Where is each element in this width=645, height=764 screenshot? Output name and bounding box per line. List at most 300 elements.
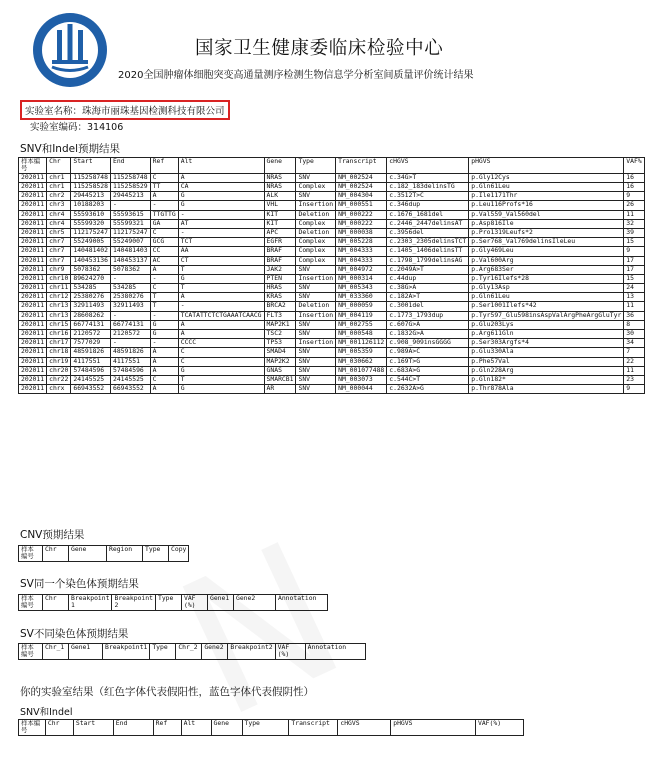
table-cell: 7 (624, 348, 644, 357)
table-cell: Complex (296, 256, 336, 265)
sv-same-col-header: Gene2 (233, 595, 275, 611)
table-cell: 39 (624, 228, 644, 237)
table-cell: 32911493 (110, 302, 150, 311)
table-cell: chr15 (47, 320, 71, 329)
table-cell: p.Leu116Profs*16 (469, 201, 624, 210)
table-cell: NM_000551 (336, 201, 387, 210)
table-cell: NM_000222 (336, 219, 387, 228)
table-cell: SNV (296, 173, 336, 182)
table-cell: c.908_909insGGGG (387, 339, 469, 348)
table-cell: EGFR (264, 238, 296, 247)
cnv-table (18, 545, 189, 562)
table-cell: NM_000548 (336, 330, 387, 339)
table-cell: A (150, 357, 178, 366)
table-cell: VHL (264, 201, 296, 210)
table-cell: 36 (624, 311, 644, 320)
table-cell: TCATATTCTCTGAAATCAACG (178, 311, 264, 320)
table-cell: SNV (296, 330, 336, 339)
table-cell: c.2049A>T (387, 265, 469, 274)
table-cell: c.1832G>A (387, 330, 469, 339)
table-cell: chr10 (47, 274, 71, 283)
sv-same-col-header: Type (155, 595, 181, 611)
table-cell: SNV (296, 357, 336, 366)
table-cell: c.3512T>C (387, 192, 469, 201)
table-cell: NM_001126112 (336, 339, 387, 348)
table-cell: KIT (264, 210, 296, 219)
table-cell: PTEN (264, 274, 296, 283)
table-cell: CC (150, 247, 178, 256)
sv-same-header-row (19, 595, 328, 611)
table-cell: 202011 (19, 311, 47, 320)
table-cell: 17 (624, 256, 644, 265)
table-cell: 9 (624, 192, 644, 201)
table-cell: 32911493 (71, 302, 111, 311)
table-cell: 22 (624, 357, 644, 366)
cnv-col-header: Gene (69, 546, 107, 562)
table-cell: Insertion (296, 201, 336, 210)
table-cell: c.346dup (387, 201, 469, 210)
table-cell: chr19 (47, 357, 71, 366)
table-cell: chr7 (47, 256, 71, 265)
table-row (19, 357, 645, 366)
table-cell: p.Tyr597_Glu598insAspValArgPheArgGluTyr (469, 311, 624, 320)
table-cell: 2120572 (110, 330, 150, 339)
table-cell: - (178, 228, 264, 237)
table-cell: 202011 (19, 256, 47, 265)
sv-diff-col-header: VAF (%) (275, 644, 305, 660)
table-cell: TP53 (264, 339, 296, 348)
table-cell: chr5 (47, 228, 71, 237)
table-cell: p.Arg611Gln (469, 330, 624, 339)
sv-diff-col-header: 样本编号 (19, 644, 43, 660)
snv-col-header: Start (71, 158, 111, 174)
table-cell: G (178, 385, 264, 394)
table-cell: CT (178, 256, 264, 265)
table-cell: NM_005228 (336, 238, 387, 247)
table-cell: c.1405_1406delinsTT (387, 247, 469, 256)
table-cell: 202011 (19, 302, 47, 311)
table-cell: Complex (296, 238, 336, 247)
table-row (19, 385, 645, 394)
sv-same-col-header: Chr (43, 595, 69, 611)
table-cell: - (110, 339, 150, 348)
table-cell: SNV (296, 265, 336, 274)
table-cell: c.44dup (387, 274, 469, 283)
snv-col-header: Type (296, 158, 336, 174)
table-cell: ALK (264, 192, 296, 201)
table-cell: p.Pro1319Leufs*2 (469, 228, 624, 237)
sv-diff-col-header: Breakpoint1 (103, 644, 150, 660)
table-cell: 8 (624, 320, 644, 329)
nccl-logo (30, 10, 110, 90)
sv-diff-col-header: Gene2 (202, 644, 228, 660)
table-cell: 25380276 (71, 293, 111, 302)
your-snv-col-header: End (113, 720, 153, 736)
table-cell: p.Tyr16Ilefs*28 (469, 274, 624, 283)
table-cell: c.989A>C (387, 348, 469, 357)
table-cell: 23 (624, 375, 644, 384)
table-cell: p.Ser768_Val769delinsIleLeu (469, 238, 624, 247)
table-cell: 202011 (19, 201, 47, 210)
table-cell: 202011 (19, 330, 47, 339)
page-subtitle: 2020全国肿瘤体细胞突变高通量测序检测生物信息学分析室间质量评价统计结果 (118, 70, 474, 81)
table-cell: - (178, 210, 264, 219)
table-cell: - (150, 339, 178, 348)
table-cell: A (178, 330, 264, 339)
table-cell: NM_033360 (336, 293, 387, 302)
table-cell: 115258748 (71, 173, 111, 182)
cnv-col-header: Region (107, 546, 143, 562)
table-cell: NM_003073 (336, 375, 387, 384)
table-cell: c.3956del (387, 228, 469, 237)
sv-same-col-header: Breakpoint 2 (112, 595, 155, 611)
your-results-title: 你的实验室结果（红色字体代表假阳性，蓝色字体代表假阴性） (20, 686, 314, 698)
table-cell: 202011 (19, 210, 47, 219)
table-cell: 202011 (19, 183, 47, 192)
table-cell: Insertion (296, 339, 336, 348)
table-cell: TT (150, 183, 178, 192)
table-cell: GNAS (264, 366, 296, 375)
cnv-col-header: Copy (169, 546, 189, 562)
table-cell: KRAS (264, 293, 296, 302)
table-cell: Deletion (296, 210, 336, 219)
table-cell: APC (264, 228, 296, 237)
table-cell: AC (150, 256, 178, 265)
table-cell: C (178, 348, 264, 357)
table-cell: 140481402 (71, 247, 111, 256)
lab-name: 实验室名称：珠海市丽珠基因检测科技有限公司 (20, 100, 230, 120)
table-cell: 11 (624, 210, 644, 219)
sv-diff-col-header: Breakpoint2 (228, 644, 275, 660)
table-cell: p.Val559_Val560del (469, 210, 624, 219)
table-cell: c.38G>A (387, 284, 469, 293)
table-cell: MAP2K2 (264, 357, 296, 366)
table-cell: Deletion (296, 302, 336, 311)
table-cell: NM_000044 (336, 385, 387, 394)
table-cell: chr11 (47, 284, 71, 293)
table-cell: NM_000314 (336, 274, 387, 283)
sv-same-col-header: Breakpoint 1 (69, 595, 112, 611)
table-cell: SNV (296, 385, 336, 394)
table-cell: p.Ser303Argfs*4 (469, 339, 624, 348)
table-cell: G (178, 201, 264, 210)
your-snv-col-header: Start (73, 720, 113, 736)
table-cell: p.Val600Arg (469, 256, 624, 265)
table-cell: 115258529 (110, 183, 150, 192)
table-cell: Complex (296, 219, 336, 228)
table-cell: p.Glu203Lys (469, 320, 624, 329)
table-cell: KIT (264, 219, 296, 228)
table-cell: 202011 (19, 339, 47, 348)
table-cell: 202011 (19, 238, 47, 247)
table-cell: 202011 (19, 357, 47, 366)
table-cell: c.34G>T (387, 173, 469, 182)
table-cell: 115258748 (110, 173, 150, 182)
table-cell: 202011 (19, 320, 47, 329)
table-cell: NM_004333 (336, 247, 387, 256)
table-cell: 5078362 (110, 265, 150, 274)
table-cell: 25380276 (110, 293, 150, 302)
table-cell: 115258528 (71, 183, 111, 192)
lab-code: 实验室编码：314106 (30, 122, 124, 133)
table-cell: T (150, 293, 178, 302)
snv-expected-table (18, 157, 645, 394)
table-cell: 48591826 (110, 348, 150, 357)
table-cell: TCT (178, 238, 264, 247)
table-cell: chr20 (47, 366, 71, 375)
table-cell: c.1798_1799delinsAG (387, 256, 469, 265)
table-cell: 66943552 (110, 385, 150, 394)
table-cell: 112175247 (110, 228, 150, 237)
sv-same-table (18, 594, 328, 611)
table-cell: BRCA2 (264, 302, 296, 311)
sv-diff-col-header: Chr_1 (43, 644, 69, 660)
table-cell: chr2 (47, 192, 71, 201)
table-cell: 534285 (71, 284, 111, 293)
snv-col-header: cHGVS (387, 158, 469, 174)
table-cell: 29445213 (71, 192, 111, 201)
table-cell: 202011 (19, 247, 47, 256)
table-cell: GCG (150, 238, 178, 247)
table-cell: 11 (624, 366, 644, 375)
table-cell: A (150, 385, 178, 394)
table-cell: SNV (296, 284, 336, 293)
table-cell: SMAD4 (264, 348, 296, 357)
table-cell: c.2446_2447delinsAT (387, 219, 469, 228)
table-cell: - (110, 201, 150, 210)
table-cell: 202011 (19, 385, 47, 394)
table-cell: 4117551 (110, 357, 150, 366)
snv-col-header: Alt (178, 158, 264, 174)
table-cell: 17 (624, 265, 644, 274)
table-cell: NM_004304 (336, 192, 387, 201)
table-cell: c.1773_1793dup (387, 311, 469, 320)
table-cell: 55249005 (71, 238, 111, 247)
table-cell: 28608262 (71, 311, 111, 320)
table-cell: C (178, 357, 264, 366)
table-cell: TTGTTG (150, 210, 178, 219)
snv-col-header: 样本编号 (19, 158, 47, 174)
table-cell: chr13 (47, 311, 71, 320)
table-row (19, 348, 645, 357)
snv-col-header: Transcript (336, 158, 387, 174)
snv-col-header: Chr (47, 158, 71, 174)
table-cell: 55249007 (110, 238, 150, 247)
table-cell: chr3 (47, 201, 71, 210)
snv-col-header: Ref (150, 158, 178, 174)
table-cell: SMARCB1 (264, 375, 296, 384)
table-cell: TSC2 (264, 330, 296, 339)
table-cell: A (150, 192, 178, 201)
table-cell: NM_004119 (336, 311, 387, 320)
table-cell: - (110, 274, 150, 283)
table-cell: BRAF (264, 256, 296, 265)
table-cell: p.Gln228Arg (469, 366, 624, 375)
sv-diff-table (18, 643, 366, 660)
table-cell: 66774131 (110, 320, 150, 329)
table-cell: 55599320 (71, 219, 111, 228)
table-cell: C (150, 228, 178, 237)
table-cell: chr16 (47, 330, 71, 339)
table-cell: NM_002524 (336, 173, 387, 182)
table-cell: NM_030662 (336, 357, 387, 366)
table-cell: p.Gln61Leu (469, 183, 624, 192)
table-cell: A (178, 173, 264, 182)
table-cell: 48591826 (71, 348, 111, 357)
table-cell: p.Thr878Ala (469, 385, 624, 394)
table-cell: C (150, 284, 178, 293)
table-cell: 15 (624, 274, 644, 283)
your-snv-col-header: VAF(%) (475, 720, 523, 736)
table-cell: p.Phe57Val (469, 357, 624, 366)
table-cell: 202011 (19, 348, 47, 357)
table-cell: p.Gly13Asp (469, 284, 624, 293)
table-cell: MAP2K1 (264, 320, 296, 329)
table-cell: p.Gly12Cys (469, 173, 624, 182)
table-row (19, 247, 645, 256)
your-snv-table (18, 719, 524, 736)
table-cell: 2120572 (71, 330, 111, 339)
table-cell: 16 (624, 173, 644, 182)
sv-same-col-header: VAF (%) (181, 595, 207, 611)
table-cell: p.Gln61Leu (469, 293, 624, 302)
table-cell: c.3001del (387, 302, 469, 311)
your-snv-header-row (19, 720, 524, 736)
table-cell: NM_004972 (336, 265, 387, 274)
sv-same-col-header: 样本编号 (19, 595, 43, 611)
snv-col-header: End (110, 158, 150, 174)
table-cell: 55599321 (110, 219, 150, 228)
table-cell: NRAS (264, 183, 296, 192)
table-cell: G (150, 320, 178, 329)
table-cell: 24145525 (110, 375, 150, 384)
table-cell: c.2303_2305delinsTCT (387, 238, 469, 247)
table-cell: 202011 (19, 293, 47, 302)
table-cell: 140453137 (110, 256, 150, 265)
table-cell: chr7 (47, 238, 71, 247)
table-cell: chr9 (47, 265, 71, 274)
table-cell: p.Gln182* (469, 375, 624, 384)
table-cell: T (178, 284, 264, 293)
cnv-section-title: CNV预期结果 (20, 529, 85, 541)
your-snv-col-header: cHGVS (338, 720, 391, 736)
table-cell: 140481403 (110, 247, 150, 256)
table-cell: NM_002524 (336, 183, 387, 192)
table-cell: 202011 (19, 366, 47, 375)
table-row (19, 265, 645, 274)
table-cell: chr4 (47, 219, 71, 228)
your-snv-col-header: Gene (211, 720, 242, 736)
your-snv-col-header: pHGVS (391, 720, 476, 736)
table-cell: G (178, 366, 264, 375)
table-cell: chr1 (47, 173, 71, 182)
table-cell: 140453136 (71, 256, 111, 265)
table-cell: G (178, 192, 264, 201)
table-cell: T (178, 375, 264, 384)
table-cell: 66943552 (71, 385, 111, 394)
table-cell: - (110, 311, 150, 320)
table-cell: AA (178, 247, 264, 256)
table-cell: chr7 (47, 247, 71, 256)
table-cell: SNV (296, 375, 336, 384)
table-cell: Insertion (296, 311, 336, 320)
table-cell: c.1676_1681del (387, 210, 469, 219)
table-cell: HRAS (264, 284, 296, 293)
table-cell: p.Ile1171Thr (469, 192, 624, 201)
table-cell: AR (264, 385, 296, 394)
table-cell: 10188203 (71, 201, 111, 210)
table-cell: chr13 (47, 302, 71, 311)
table-cell: C (150, 173, 178, 182)
snv-section-title: SNV和Indel预期结果 (20, 143, 120, 155)
table-cell: A (150, 366, 178, 375)
table-cell: c.2632A>G (387, 385, 469, 394)
table-row (19, 210, 645, 219)
your-snv-col-header: Type (242, 720, 289, 736)
table-cell: CCCC (178, 339, 264, 348)
table-cell: SNV (296, 348, 336, 357)
table-cell: A (150, 348, 178, 357)
sv-same-section-title: SV同一个染色体预期结果 (20, 578, 139, 590)
table-cell: c.683A>G (387, 366, 469, 375)
snv-col-header: pHGVS (469, 158, 624, 174)
snv-col-header: VAF% (624, 158, 644, 174)
table-cell: p.Glu330Ala (469, 348, 624, 357)
table-cell: NRAS (264, 173, 296, 182)
table-cell: 534285 (110, 284, 150, 293)
table-cell: c.169T>G (387, 357, 469, 366)
table-cell: c.182A>T (387, 293, 469, 302)
table-cell: 15 (624, 238, 644, 247)
table-cell: chr1 (47, 183, 71, 192)
table-cell: 34 (624, 339, 644, 348)
table-cell: 13 (624, 293, 644, 302)
sv-same-col-header: Annotation (275, 595, 327, 611)
table-cell: C (150, 375, 178, 384)
table-row (19, 201, 645, 210)
table-cell: 9 (624, 385, 644, 394)
table-cell: BRAF (264, 247, 296, 256)
table-cell: A (178, 320, 264, 329)
table-cell: p.Asp816Ile (469, 219, 624, 228)
table-cell: T (150, 302, 178, 311)
your-snv-col-header: Alt (181, 720, 211, 736)
table-cell: NM_001077488 (336, 366, 387, 375)
table-cell: NM_005359 (336, 348, 387, 357)
table-cell: chr4 (47, 210, 71, 219)
table-cell: 202011 (19, 274, 47, 283)
table-cell: SNV (296, 320, 336, 329)
table-cell: AT (178, 219, 264, 228)
table-cell: 9 (624, 247, 644, 256)
table-cell: FLT3 (264, 311, 296, 320)
table-cell: c.182_183delinsTG (387, 183, 469, 192)
table-cell: chr17 (47, 339, 71, 348)
table-cell: p.Arg683Ser (469, 265, 624, 274)
table-cell: 89624270 (71, 274, 111, 283)
table-cell: c.607G>A (387, 320, 469, 329)
table-cell: 202011 (19, 192, 47, 201)
sv-diff-col-header: Annotation (305, 644, 365, 660)
snv-body (19, 173, 645, 394)
table-cell: chr12 (47, 293, 71, 302)
table-cell: - (150, 311, 178, 320)
table-cell: 202011 (19, 228, 47, 237)
table-cell: Insertion (296, 274, 336, 283)
table-cell: 202011 (19, 219, 47, 228)
table-cell: NM_000059 (336, 302, 387, 311)
table-cell: A (178, 293, 264, 302)
